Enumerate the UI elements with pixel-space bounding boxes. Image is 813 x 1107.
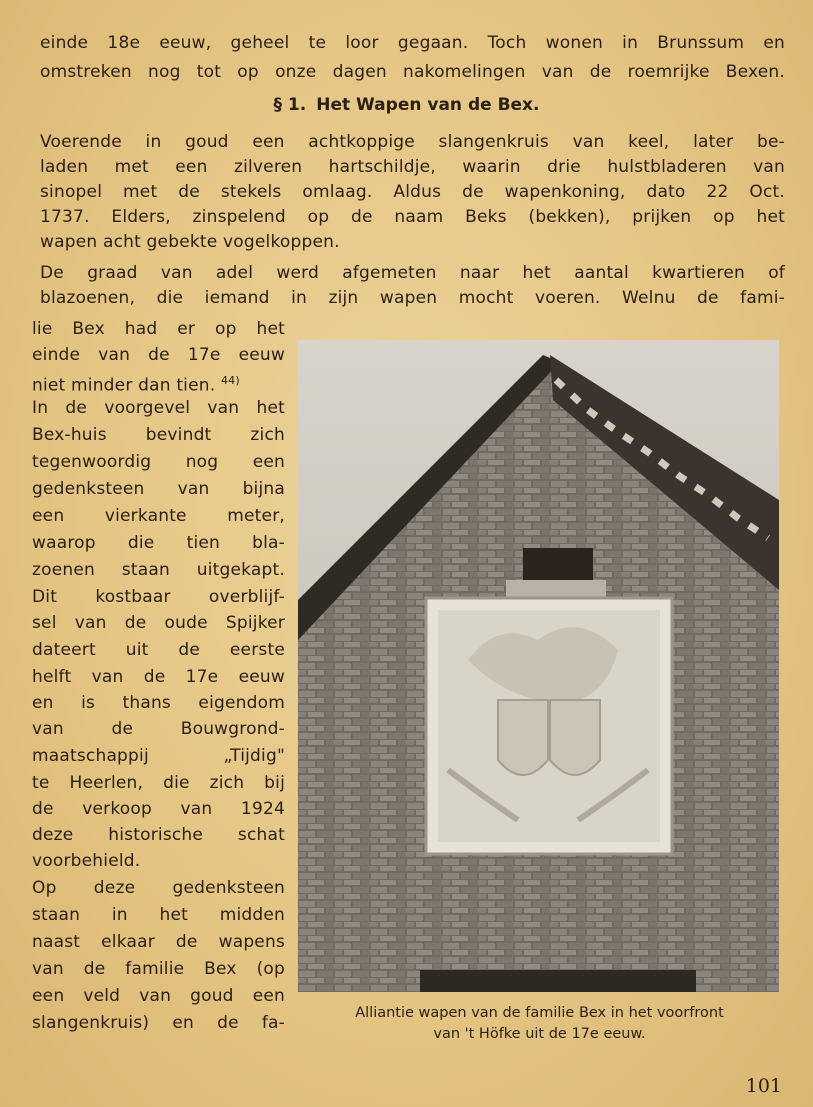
column-line — [32, 370, 285, 397]
column-line: Bex-huis bevindt zich — [32, 425, 285, 445]
column-line: voorbehield. — [32, 851, 141, 871]
text-line: sinopel met de stekels omlaag. Aldus de wapenkoning, dato 22 Oct. — [40, 182, 785, 202]
page-number: 101 — [745, 1075, 782, 1097]
column-line: sel van de oude Spijker — [32, 613, 285, 633]
footnote-ref: 44) — [220, 374, 240, 387]
column-line: staan in het midden — [32, 905, 285, 925]
text-line: laden met een zilveren hartschildje, waarin drie hulstbladeren van — [40, 157, 785, 177]
text-line: De graad van adel werd afgemeten naar het aantal kwartieren of — [40, 263, 785, 283]
column-line: te Heerlen, die zich bij — [32, 773, 285, 793]
column-line: deze historische schat — [32, 825, 285, 845]
column-line: van de familie Bex (op — [32, 959, 285, 979]
section-number: § 1. — [273, 95, 307, 115]
gable-photo-drawing — [298, 340, 779, 992]
column-line: slangenkruis) en de fa- — [32, 1013, 285, 1033]
column-line: en is thans eigendom — [32, 693, 285, 713]
text-line: omstreken nog tot op onze dagen nakomelingen van de roemrijke Bexen. — [40, 62, 785, 82]
column-line: helft van de 17e eeuw — [32, 667, 285, 687]
photo-caption-line: van 't Höfke uit de 17e eeuw. — [433, 1026, 646, 1042]
column-line: de verkoop van 1924 — [32, 799, 285, 819]
column-line: waarop die tien bla- — [32, 533, 285, 553]
section-title: Het Wapen van de Bex. — [316, 95, 540, 115]
section-heading — [0, 94, 813, 116]
column-line: dateert uit de eerste — [32, 640, 285, 660]
text-line: wapen acht gebekte vogelkoppen. — [40, 232, 340, 252]
text-line: Voerende in goud een achtkoppige slangenkruis van keel, later be- — [40, 132, 785, 152]
shield-left-relief — [498, 700, 548, 775]
column-line: Op deze gedenksteen — [32, 878, 285, 898]
column-line: In de voorgevel van het — [32, 398, 285, 418]
shield-right-relief — [550, 700, 600, 775]
column-line: een vierkante meter, — [32, 506, 285, 526]
photo-caption-line: Alliantie wapen van de familie Bex in het voorfront — [355, 1005, 724, 1021]
column-line: einde van de 17e eeuw — [32, 345, 285, 365]
column-line: naast elkaar de wapens — [32, 932, 285, 952]
column-line: tegenwoordig nog een — [32, 452, 285, 472]
column-line: een veld van goud een — [32, 986, 285, 1006]
column-line: maatschappij „Tijdig" — [32, 746, 285, 766]
column-line-text: niet minder dan tien. — [32, 375, 216, 396]
column-line: gedenksteen van bijna — [32, 479, 285, 499]
text-line: blazoenen, die iemand in zijn wapen mocht voeren. Welnu de fami- — [40, 288, 785, 308]
gable-photo — [298, 340, 779, 992]
text-line: einde 18e eeuw, geheel te loor gegaan. Toch wonen in Brunssum en — [40, 33, 785, 53]
wall-shadow-base — [420, 970, 696, 992]
column-line: van de Bouwgrond- — [32, 719, 285, 739]
column-line: zoenen staan uitgekapt. — [32, 560, 285, 580]
column-line: lie Bex had er op het — [32, 319, 285, 339]
text-line: 1737. Elders, zinspelend op de naam Beks (bekken), prijken op het — [40, 207, 785, 227]
column-line: Dit kostbaar overblijf- — [32, 587, 285, 607]
